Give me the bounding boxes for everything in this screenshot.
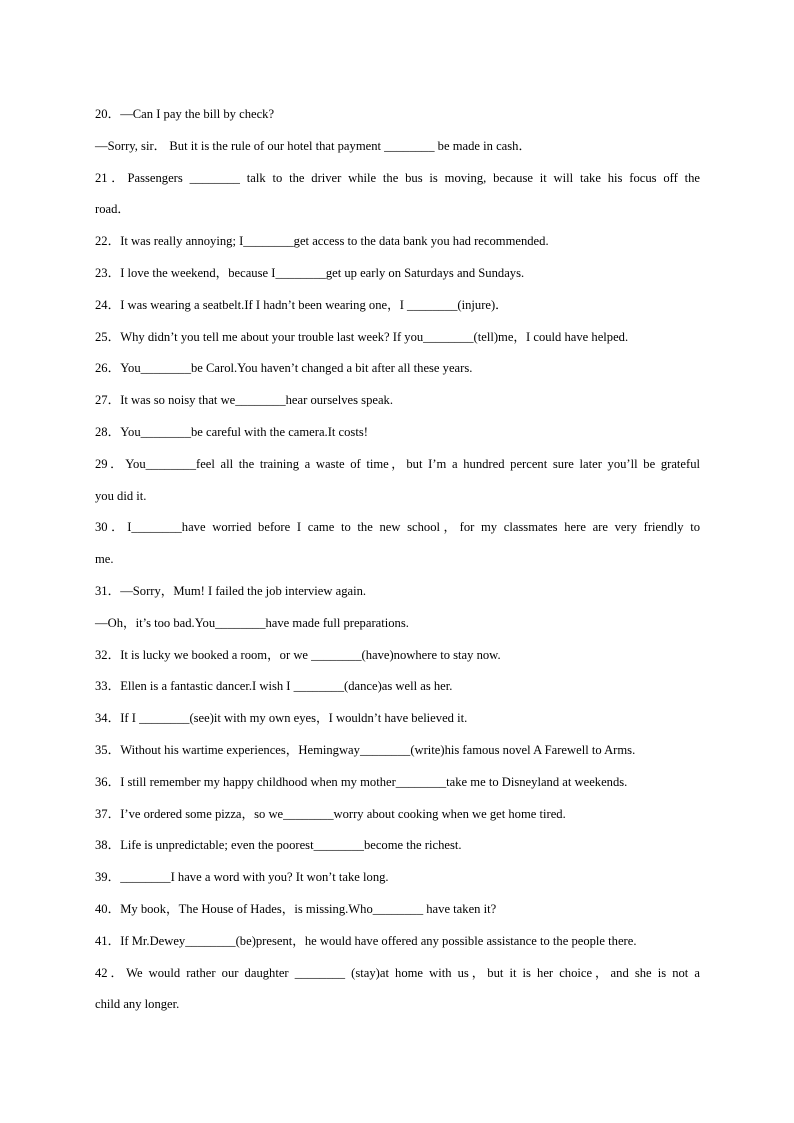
text-line: 22．It was really annoying; I________get access to the data bank you had recommended.: [95, 234, 549, 249]
text-line: 23．I love the weekend，because I________get up early on Saturdays and Sundays.: [95, 265, 525, 280]
text-line: 42．We would rather our daughter ________ (stay)at home with us，but it is her choice，and she is not a: [95, 965, 700, 980]
text-line: 33．Ellen is a fantastic dancer.I wish I ________(dance)as well as her.: [95, 679, 453, 694]
text-line: 39．________I have a word with you? It won’t take long.: [95, 870, 389, 885]
text-line: 21．Passengers ________ talk to the driver while the bus is moving, because it will take his focus off the: [95, 170, 700, 185]
text-line: 36．I still remember my happy childhood when my mother________take me to Disneyland at weekends.: [95, 774, 628, 789]
text-line: 32．It is lucky we booked a room，or we ________(have)nowhere to stay now.: [95, 647, 501, 662]
text-line: 20．—Can I pay the bill by check?: [95, 107, 275, 121]
text-line: 26．You________be Carol.You haven’t changed a bit after all these years.: [95, 361, 473, 376]
text-line: road．: [95, 202, 130, 217]
text-line: you did it.: [95, 488, 147, 503]
text-line: 28．You________be careful with the camera.It costs!: [95, 424, 368, 439]
text-line: 30．I________have worried before I came to the new school，for my classmates here are very friendly to: [95, 520, 700, 535]
text-line: me.: [95, 552, 114, 567]
text-line: —Oh，it’s too bad.You________have made full preparations.: [95, 615, 409, 630]
text-line: 31．—Sorry，Mum! I failed the job interview again.: [95, 583, 367, 598]
text-line: 38．Life is unpredictable; even the poorest________become the richest.: [95, 838, 462, 853]
text-line: 25．Why didn’t you tell me about your trouble last week? If you________(tell)me，I could have helped.: [95, 329, 629, 344]
text-line: 34．If I ________(see)it with my own eyes，I wouldn’t have believed it.: [95, 711, 468, 726]
text-line: 24．I was wearing a seatbelt.If I hadn’t been wearing one，I ________(injure)．: [95, 297, 508, 312]
text-line: 40．My book，The House of Hades，is missing.Who________ have taken it?: [95, 901, 497, 916]
text-line: child any longer.: [95, 997, 180, 1012]
text-line: 35．Without his wartime experiences，Hemingway________(write)his famous novel A Farewell to Arms.: [95, 742, 636, 757]
text-line: —Sorry, sir． But it is the rule of our hotel that payment ________ be made in cash．: [95, 138, 532, 153]
text-line: 37．I’ve ordered some pizza，so we________worry about cooking when we get home tired.: [95, 806, 566, 821]
text-line: 41．If Mr.Dewey________(be)present，he would have offered any possible assistance to the people there.: [95, 933, 637, 948]
text-line: 27．It was so noisy that we________hear ourselves speak.: [95, 393, 393, 408]
text-line: 29．You________feel all the training a waste of time，but I’m a hundred percent sure later you’ll be grateful: [95, 456, 700, 471]
exercise-list: [95, 99, 700, 1021]
